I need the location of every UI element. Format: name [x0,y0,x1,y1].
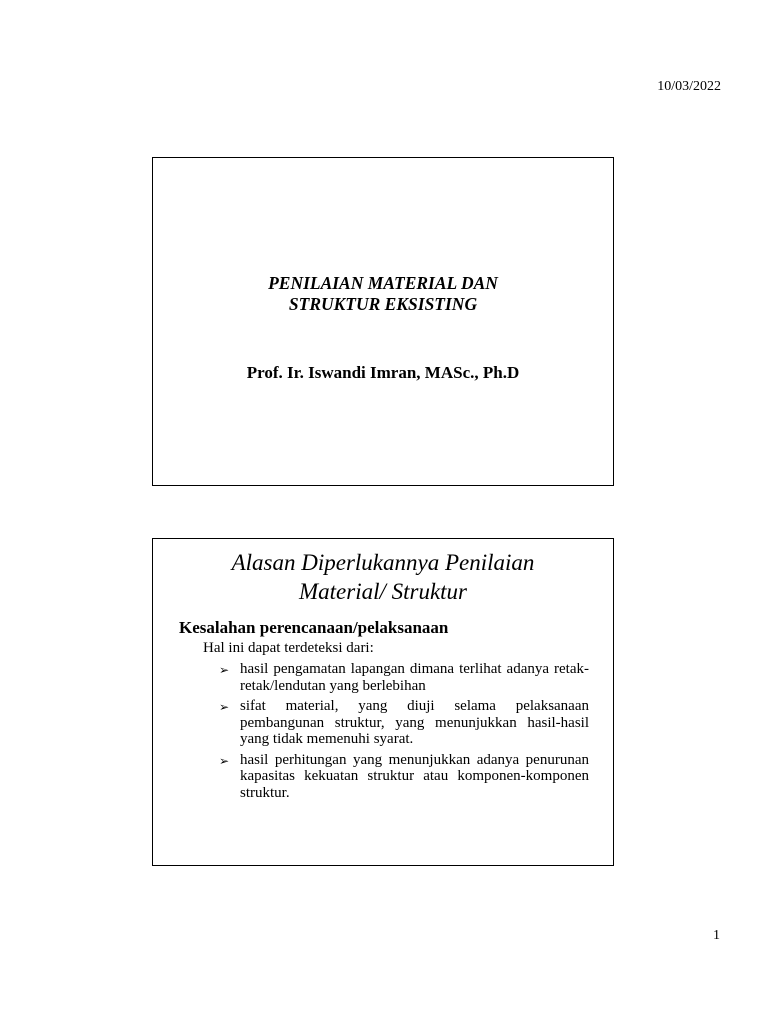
slide-title-line-2: STRUKTUR EKSISTING [288,294,478,314]
slide-author: Prof. Ir. Iswandi Imran, MASc., Ph.D [246,363,520,382]
section-subheading: Hal ini dapat terdeteksi dari: [203,640,374,656]
arrowhead-bullet-icon: ➢ [219,663,230,677]
slide-reasons-title-line-1: Alasan Diperlukannya Penilaian [231,550,535,575]
list-item [219,752,589,802]
bullet-text: sifat material, yang diuji selama pelaksanaan pembangunan struktur, yang menunjukkan hasil-hasil yang tidak memenuhi syarat. [240,698,589,747]
page-number: 1 [713,928,720,943]
arrowhead-bullet-icon: ➢ [219,753,230,768]
bullet-list [219,661,589,805]
list-item [219,661,589,694]
page-date: 10/03/2022 [657,79,721,94]
slide-reasons-heading [153,548,613,606]
section-heading: Kesalahan perencanaan/pelaksanaan [179,618,449,637]
slide-reasons-title-line-2: Material/ Struktur [298,579,468,604]
bullet-text: hasil perhitungan yang menunjukkan adanya penurunan kapasitas kekuatan struktur atau komponen-komponen struktur. [240,751,589,801]
slide-title-heading [153,273,613,315]
slide-title-line-1: PENILAIAN MATERIAL DAN [268,273,498,293]
arrowhead-bullet-icon: ➢ [219,700,230,714]
slide-reasons [152,538,614,866]
slide-title [152,157,614,486]
list-item [219,698,589,748]
bullet-text: hasil pengamatan lapangan dimana terlihat adanya retak-retak/lendutan yang berlebihan [240,661,589,694]
